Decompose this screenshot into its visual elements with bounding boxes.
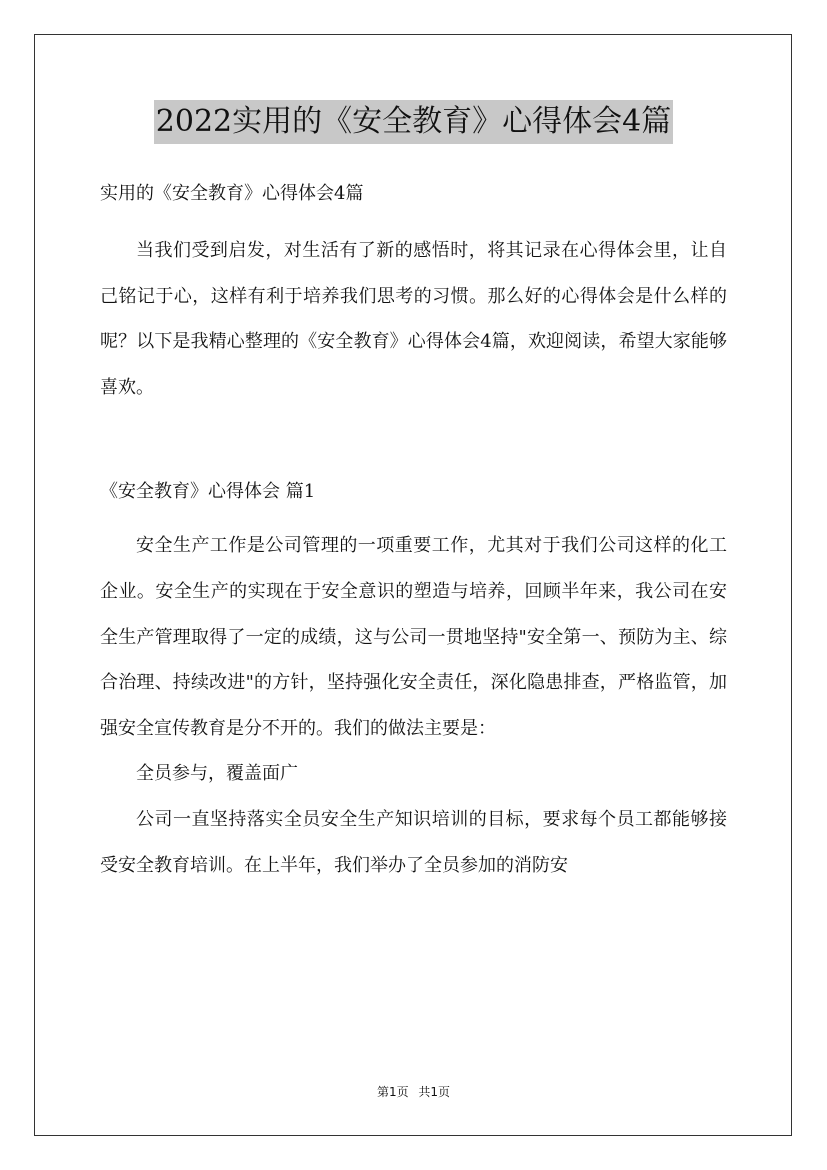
page-total: 共1页 [418, 1085, 451, 1099]
section-1-heading: 《安全教育》心得体会 篇1 [100, 481, 316, 503]
page-footer [0, 1084, 827, 1100]
section-1-subheading: 全员参与，覆盖面广 [136, 763, 298, 785]
section-1-paragraph-1: 安全生产工作是公司管理的一项重要工作，尤其对于我们公司这样的化工企业。安全生产的实现在于安全意识的塑造与培养，回顾半年来，我公司在安全生产管理取得了一定的成绩，这与公司一贯地坚持"安全第一、预防为主、综合治理、持续改进"的方针，坚持强化安全责任，深化隐患排查，严格监管，加强安全宣传教育是分不开的。我们的做法主要是： [100, 535, 727, 739]
document-body [100, 176, 727, 888]
section-1-paragraph-2: 公司一直坚持落实全员安全生产知识培训的目标，要求每个员工都能够接受安全教育培训。在上半年，我们举办了全员参加的消防安 [100, 808, 727, 876]
document-subtitle: 实用的《安全教育》心得体会4篇 [100, 183, 364, 204]
document-title: 2022实用的《安全教育》心得体会4篇 [154, 100, 673, 144]
title-container [0, 100, 827, 144]
page-number: 第1页 [376, 1085, 409, 1099]
intro-paragraph: 当我们受到启发，对生活有了新的感悟时，将其记录在心得体会里，让自己铭记于心，这样有利于培养我们思考的习惯。那么好的心得体会是什么样的呢？以下是我精心整理的《安全教育》心得体会4篇，欢迎阅读，希望大家能够喜欢。 [100, 240, 727, 398]
